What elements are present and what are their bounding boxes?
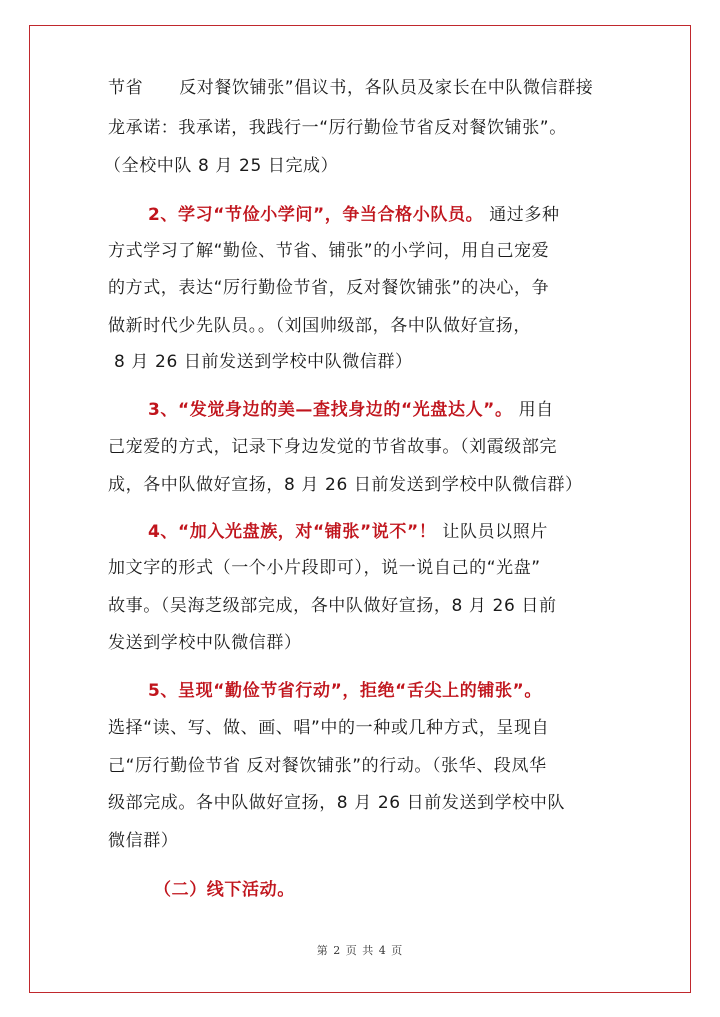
- p2-line-4: 做新时代少先队员。。（刘国帅级部，各中队做好宣扬，: [108, 316, 531, 336]
- section-2-heading-text: （二）线下活动。: [154, 880, 295, 900]
- p5-line-4: 级部完成。各中队做好宣扬，8 月 26 日前发送到学校中队: [108, 793, 566, 813]
- p4-heading: 4、“加入光盘族，对“铺张”说不”！: [148, 522, 437, 542]
- p4-line-4: 发送到学校中队微信群）: [108, 633, 302, 653]
- p3-line-2: 己宠爱的方式，记录下身边发觉的节省故事。（刘霞级部完: [108, 437, 558, 457]
- p3-line-3: 成，各中队做好宣扬，8 月 26 日前发送到学校中队微信群）: [108, 475, 583, 495]
- p1-line-1-a: 节省: [108, 78, 144, 98]
- p5-line-3: 己“厉行勤俭节省 反对餐饮铺张”的行动。（张华、段凤华: [108, 756, 547, 776]
- p4-line-2: 加文字的形式（一个小片段即可），说一说自己的“光盘”: [108, 558, 541, 578]
- p2-line-1: [148, 203, 560, 227]
- p2-line-2: 方式学习了解“勤俭、节省、铺张”的小学问，用自己宠爱: [108, 241, 550, 261]
- p2-line-3: 的方式，表达“厉行勤俭节省，反对餐饮铺张”的决心，争: [108, 278, 550, 298]
- page-number-footer: 第 2 页 共 4 页: [316, 944, 404, 957]
- p3-line-1-text: 用自: [518, 400, 554, 420]
- p5-line-2: 选择“读、写、做、画、唱”中的一种或几种方式，呈现自: [108, 718, 550, 738]
- p1-line-2: 龙承诺：我承诺，我践行一“厉行勤俭节省反对餐饮铺张”。: [108, 118, 567, 138]
- p4-line-1: [148, 520, 548, 544]
- p2-heading: 2、学习“节俭小学问”，争当合格小队员。: [148, 205, 484, 225]
- p2-line-1-text: 通过多种: [489, 205, 560, 225]
- p4-line-1-text: 让队员以照片: [442, 522, 548, 542]
- p5-line-5: 微信群）: [108, 831, 179, 851]
- p1-line-1-b: 反对餐饮铺张”倡议书，各队员及家长在中队微信群接: [179, 78, 594, 98]
- p3-line-1: [148, 398, 554, 422]
- p3-heading: 3、“发觉身边的美—查找身边的“光盘达人”。: [148, 400, 513, 420]
- p5-heading: 5、呈现“勤俭节省行动”，拒绝“舌尖上的铺张”。: [148, 681, 542, 701]
- section-2-heading: [154, 878, 295, 902]
- p1-line-3: （全校中队 8 月 25 日完成）: [104, 156, 339, 176]
- p2-line-5: 8 月 26 日前发送到学校中队微信群）: [114, 352, 413, 372]
- p5-line-1: [148, 679, 542, 703]
- p1-line-1: [108, 76, 593, 100]
- p4-line-3: 故事。（吴海芝级部完成，各中队做好宣扬，8 月 26 日前: [108, 596, 557, 616]
